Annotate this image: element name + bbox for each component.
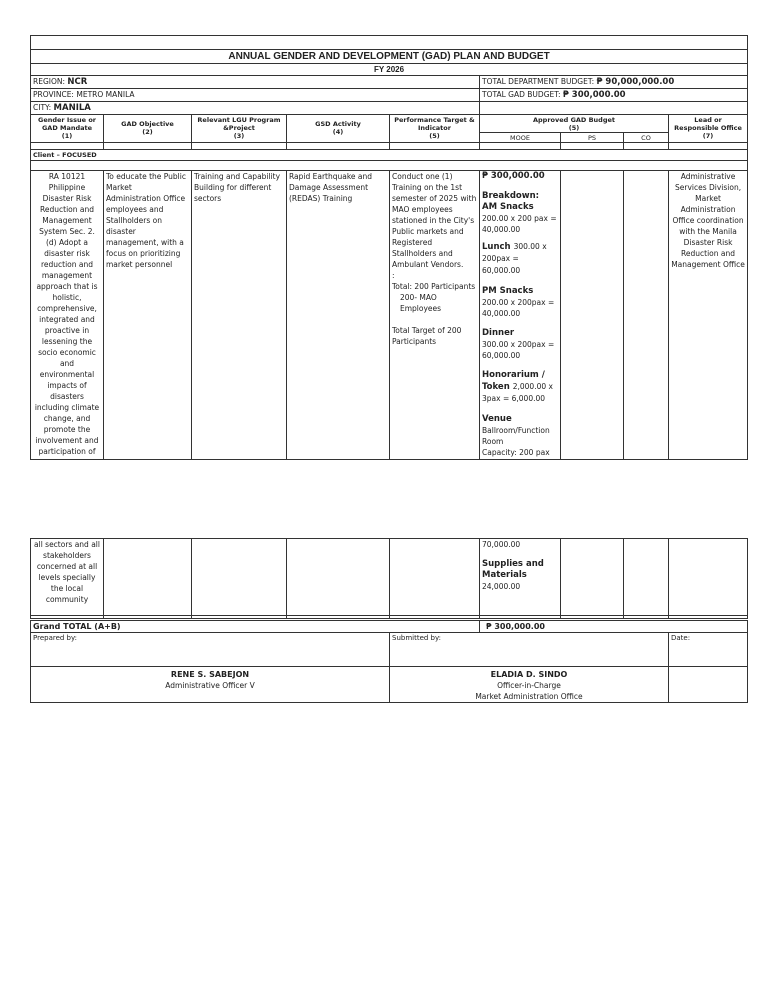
am-snacks-value: 200.00 x 200 pax = 40,000.00 — [482, 214, 557, 234]
col-activity-label: GSD Activity — [315, 120, 361, 128]
supplies-label: Supplies and Materials — [482, 559, 544, 580]
target-text-4: Total Target of 200 Participants — [392, 326, 462, 346]
gad-plan-table-continued — [30, 538, 748, 703]
dept-budget-cell — [480, 76, 748, 89]
col-target-label: Performance Target & Indicator — [394, 116, 475, 132]
program-cell: Training and Capability Building for different sectors — [192, 171, 287, 460]
province-value: METRO MANILA — [76, 90, 135, 99]
city-value: MANILA — [53, 103, 91, 113]
target-colon: : — [392, 271, 395, 280]
prepared-name: RENE S. SABEJON — [170, 670, 250, 679]
gad-budget-value: ₱ 300,000.00 — [562, 90, 626, 100]
breakdown-label: Breakdown: — [482, 191, 540, 201]
gad-plan-page-2 — [30, 538, 747, 703]
ps-cell — [561, 171, 624, 460]
target-text-1: Conduct one (1) Training on the 1st semester of 2025 with MAO employees stationed in the City's Public markets and Registered Stallholders and Ambulant Vendors. — [392, 172, 477, 269]
issue-cell-continued: all sectors and all stakeholders concerned at all levels specially the local community — [31, 539, 104, 616]
venue-capacity: Capacity: 200 pax — [482, 448, 550, 457]
budget-total: ₱ 300,000.00 — [482, 171, 545, 181]
city-label: CITY: — [33, 103, 52, 112]
honorarium-value: 2,000.00 x 3pax = 6,000.00 — [482, 382, 553, 403]
col-program-header — [192, 115, 287, 143]
blank-cell — [669, 539, 748, 616]
blank-top-row — [31, 36, 748, 50]
lunch-value: 300.00 x 200pax = 60,000.00 — [482, 242, 547, 275]
blank-cell — [561, 539, 624, 616]
col-budget-number: (5) — [568, 124, 580, 132]
col-objective-number: (2) — [142, 128, 153, 136]
region-cell — [31, 76, 480, 89]
col-issue-number: (1) — [61, 132, 73, 140]
venue-label: Venue — [482, 414, 512, 424]
supplies-value: 24,000.00 — [482, 582, 521, 591]
col-activity-header — [287, 115, 390, 143]
blank-cell — [561, 143, 624, 150]
submitted-position-1: Officer-in-Charge — [497, 681, 561, 690]
blank-cell — [31, 143, 104, 150]
blank-cell — [480, 102, 748, 115]
target-text-2: Total: 200 Participants — [392, 282, 476, 291]
col-objective-header — [104, 115, 192, 143]
col-budget-label: Approved GAD Budget — [533, 116, 615, 124]
activity-cell: Rapid Earthquake and Damage Assessment (REDAS) Training — [287, 171, 390, 460]
dept-budget-label: TOTAL DEPARTMENT BUDGET: — [482, 77, 595, 86]
blank-cell — [104, 143, 192, 150]
province-label: PROVINCE: — [33, 90, 74, 99]
col-issue-label: Gender Issue or GAD Mandate — [37, 116, 97, 132]
prepared-by-cell: Prepared by: — [31, 633, 390, 667]
prepared-position: Administrative Officer V — [165, 681, 255, 690]
blank-cell — [624, 143, 669, 150]
col-ps-header: PS — [561, 133, 624, 143]
issue-cell: RA 10121 Philippine Disaster Risk Reduction and Management System Sec. 2. (d) Adopt a disaster risk reduction and management approach that is holistic, comprehensive, integrated and proactive in lessening the socio economic and environmental impacts of disasters including climate change, and promote the involvement and participation of — [31, 171, 104, 460]
prepared-signature — [31, 667, 390, 703]
city-cell — [31, 102, 480, 115]
fiscal-year: FY 2026 — [31, 64, 748, 76]
blank-cell — [287, 143, 390, 150]
blank-cell — [390, 539, 480, 616]
gad-plan-page-1 — [30, 35, 747, 460]
col-office-number: (7) — [702, 132, 714, 140]
target-cell — [390, 171, 480, 460]
document-title: ANNUAL GENDER AND DEVELOPMENT (GAD) PLAN AND BUDGET — [31, 50, 748, 64]
submitted-by-cell: Submitted by: — [390, 633, 669, 667]
target-text-3: 200- MAO Employees — [400, 293, 442, 313]
date-cell: Date: — [669, 633, 748, 667]
dinner-value: 300.00 x 200pax = 60,000.00 — [482, 340, 555, 360]
region-label: REGION: — [33, 77, 66, 86]
venue-description: Ballroom/Function Room — [482, 426, 550, 446]
gad-budget-label: TOTAL GAD BUDGET: — [482, 90, 561, 99]
col-co-header: CO — [624, 133, 669, 143]
co-cell — [624, 171, 669, 460]
moe-budget-cell — [480, 171, 561, 460]
submitted-position-2: Market Administration Office — [475, 692, 583, 701]
col-objective-label: GAD Objective — [121, 120, 174, 128]
col-office-header — [669, 115, 748, 143]
blank-cell — [390, 143, 480, 150]
office-cell: Administrative Services Division, Market Administration Office coordination with the Manila Disaster Risk Reduction and Management Office — [669, 171, 748, 460]
pm-snacks-label: PM Snacks — [482, 286, 534, 296]
region-value: NCR — [67, 77, 88, 87]
date-signature-cell — [669, 667, 748, 703]
grand-total-value: ₱ 300,000.00 — [480, 620, 748, 633]
blank-cell — [287, 539, 390, 616]
col-program-label: Relevant LGU Program &Project — [197, 116, 281, 132]
province-cell — [31, 89, 480, 102]
objective-cell: To educate the Public Market Administration Office employees and Stallholders on disaster management, with a focus on prioritizing market personnel — [104, 171, 192, 460]
blank-cell — [480, 143, 561, 150]
submitted-signature — [390, 667, 669, 703]
honorarium-label: Honorarium / Token — [482, 370, 545, 392]
col-issue-header — [31, 115, 104, 143]
am-snacks-label: AM Snacks — [482, 202, 534, 212]
blank-cell — [624, 539, 669, 616]
dept-budget-value: ₱ 90,000,000.00 — [596, 77, 675, 87]
col-moe-header: MOOE — [480, 133, 561, 143]
dinner-label: Dinner — [482, 328, 515, 338]
col-target-number: (5) — [429, 132, 440, 140]
grand-total-label: Grand TOTAL (A+B) — [31, 620, 480, 633]
col-activity-number: (4) — [332, 128, 344, 136]
gad-plan-table — [30, 35, 748, 460]
pm-snacks-value: 200.00 x 200pax = 40,000.00 — [482, 298, 555, 318]
blank-cell — [192, 539, 287, 616]
blank-row — [31, 161, 748, 171]
blank-cell — [192, 143, 287, 150]
lunch-label: Lunch — [482, 242, 511, 252]
moe-budget-cell-continued — [480, 539, 561, 616]
submitted-name: ELADIA D. SINDO — [490, 670, 568, 679]
col-program-number: (3) — [233, 132, 245, 140]
section-label: Client – FOCUSED — [31, 150, 748, 161]
blank-cell — [104, 539, 192, 616]
blank-cell — [669, 143, 748, 150]
col-office-label: Lead or Responsible Office — [674, 116, 742, 132]
venue-value: 70,000.00 — [482, 540, 521, 549]
gad-budget-cell — [480, 89, 748, 102]
col-budget-header — [480, 115, 669, 133]
col-target-header — [390, 115, 480, 143]
